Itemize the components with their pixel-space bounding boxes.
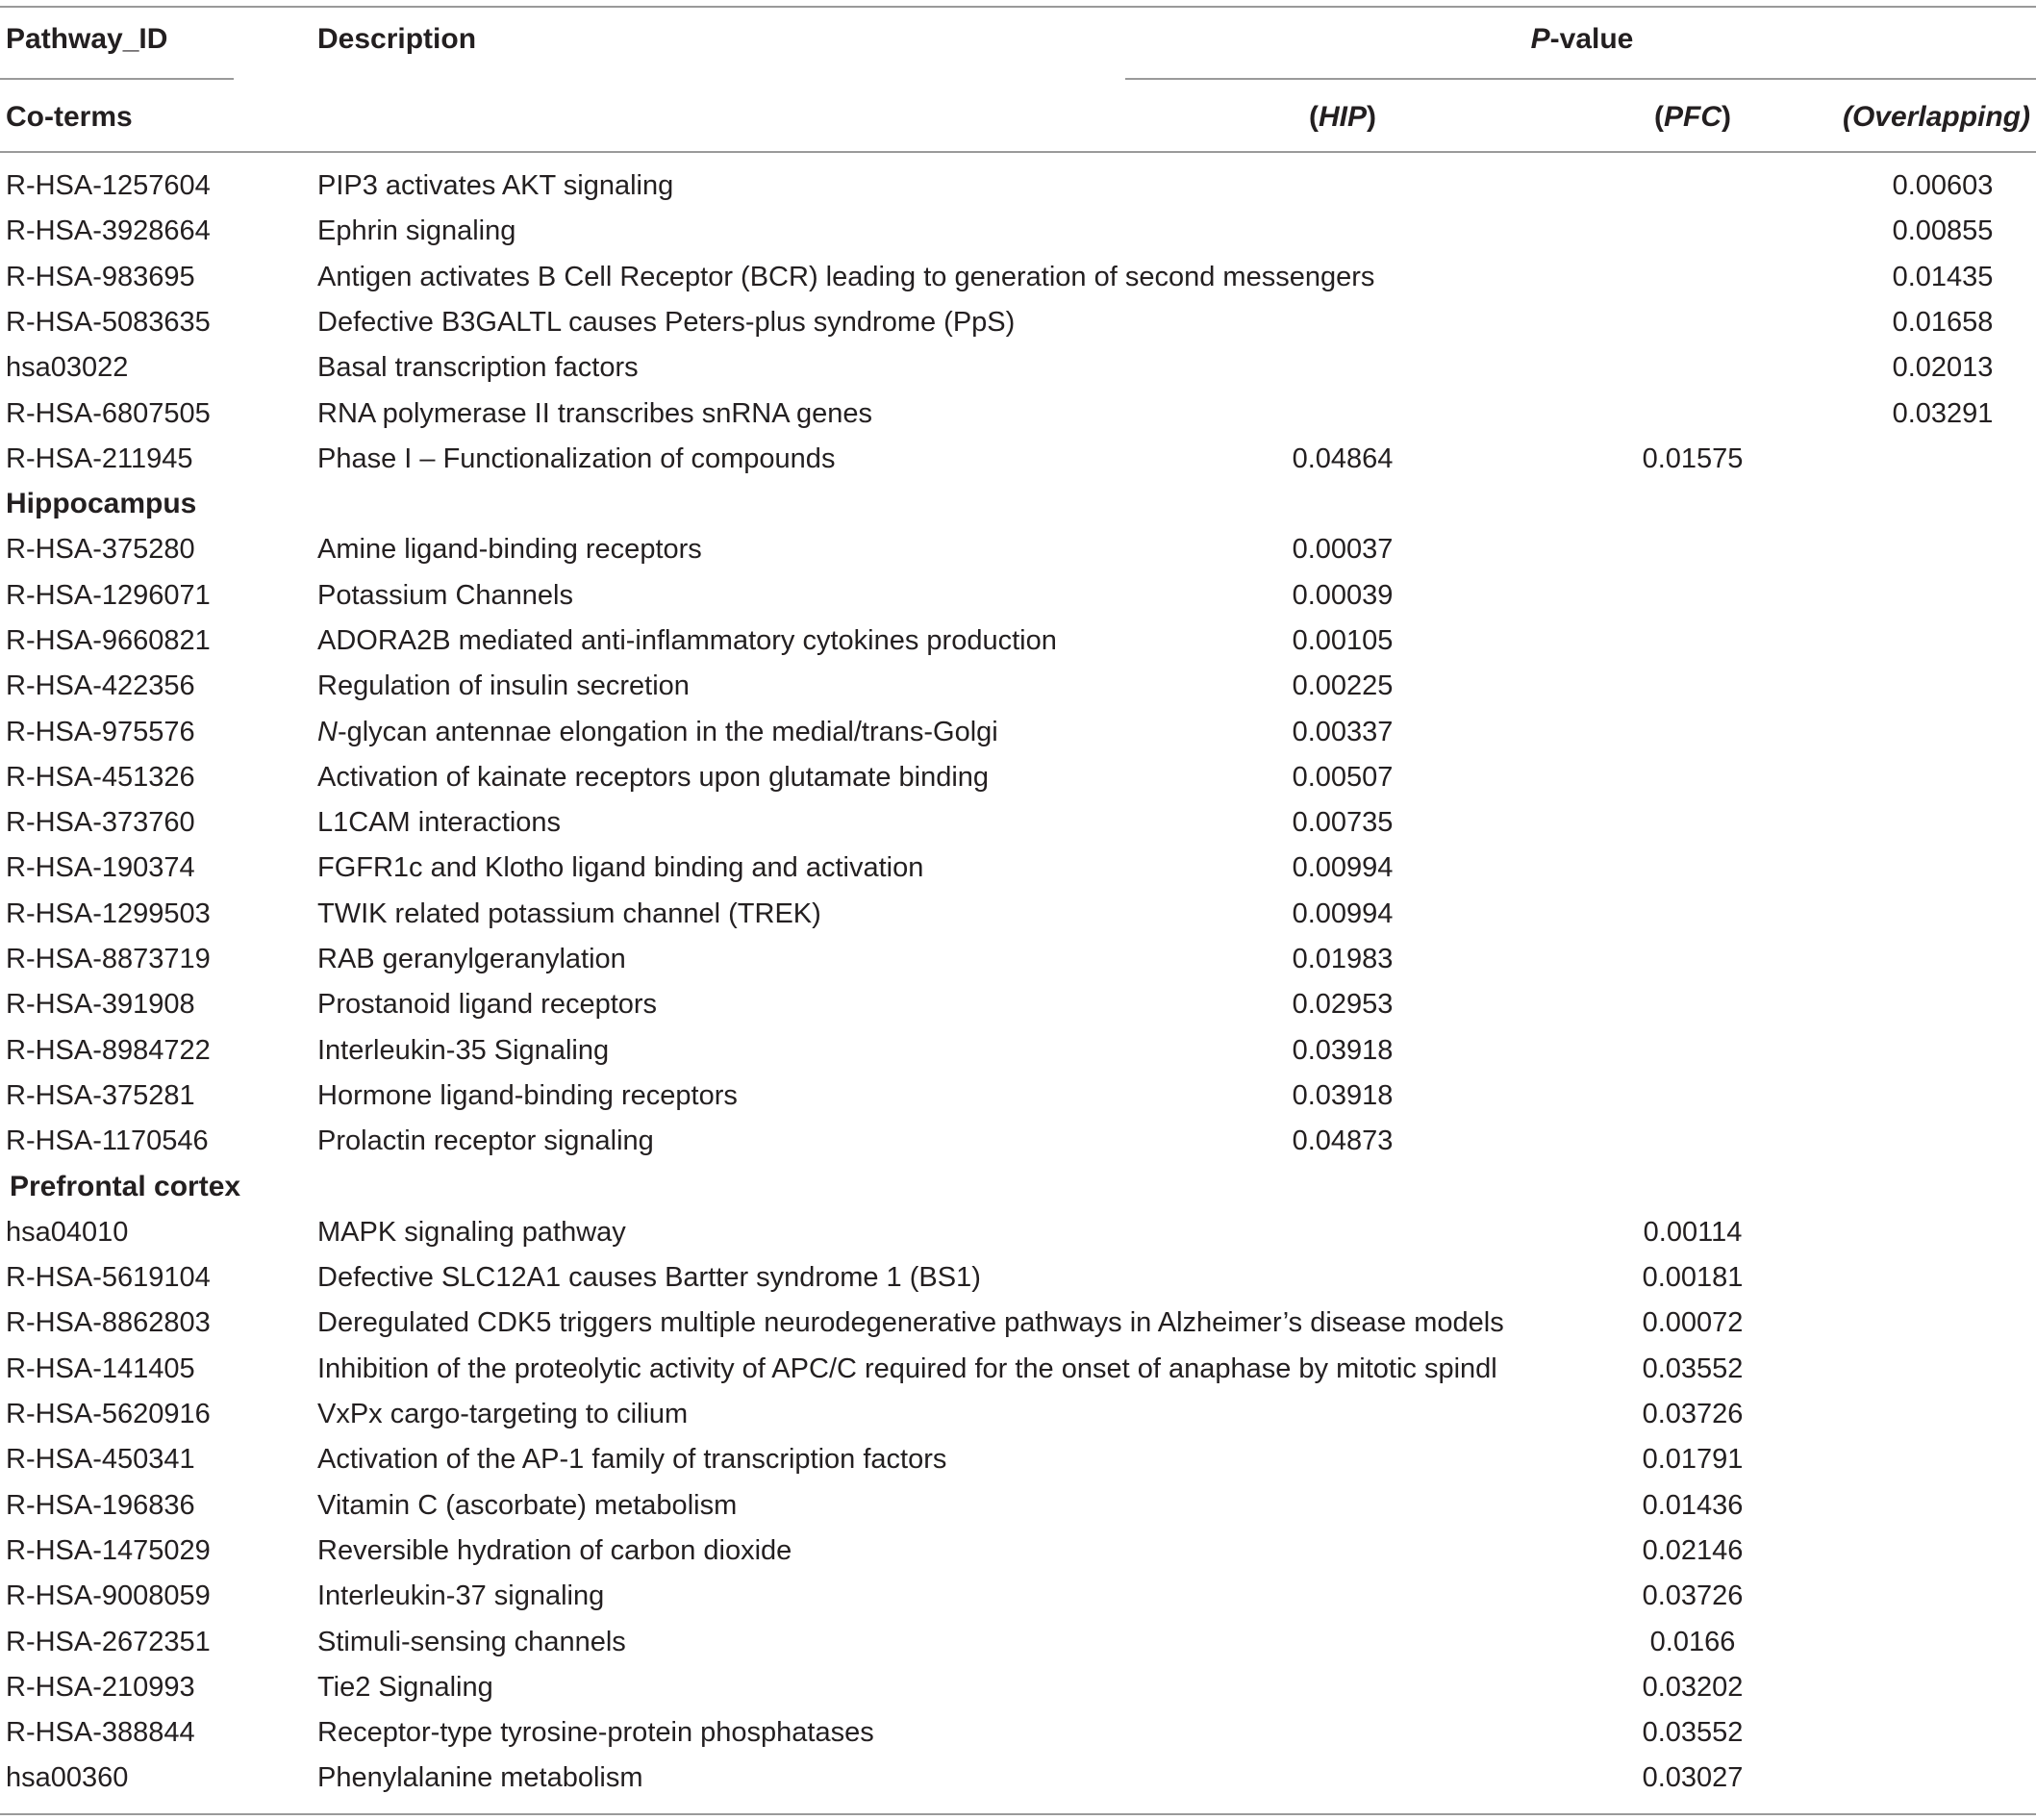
pathway-description: Basal transcription factors — [317, 352, 639, 383]
overlapping-pvalue: 0.00603 — [1892, 170, 1994, 201]
overlapping-pvalue: 0.01435 — [1892, 262, 1994, 292]
pfc-pvalue: 0.0166 — [1649, 1627, 1736, 1657]
pathway-description: Reversible hydration of carbon dioxide — [317, 1535, 792, 1566]
header-pvalue-suffix: -value — [1549, 23, 1634, 55]
pathway-description: Phase I – Functionalization of compounds — [317, 443, 836, 474]
pfc-pvalue: 0.01791 — [1642, 1444, 1744, 1475]
pathway-description — [317, 715, 998, 749]
pathway-id: R-HSA-1170546 — [6, 1125, 209, 1156]
header-pathway-id: Pathway_ID — [6, 23, 168, 55]
pathway-description: TWIK related potassium channel (TREK) — [317, 898, 821, 929]
pathway-description: ADORA2B mediated anti-inflammatory cytokines production — [317, 625, 1057, 656]
pfc-pvalue: 0.01575 — [1642, 443, 1744, 474]
overlapping-pvalue: 0.01658 — [1892, 307, 1994, 338]
pathway-id: R-HSA-8873719 — [6, 944, 211, 974]
pathway-id: R-HSA-975576 — [6, 717, 195, 747]
pfc-pvalue: 0.01436 — [1642, 1490, 1744, 1521]
pathway-id: R-HSA-1296071 — [6, 580, 211, 611]
bottom-rule — [0, 1813, 2036, 1815]
hip-pvalue: 0.00507 — [1292, 762, 1394, 793]
description-italic-prefix: N — [317, 717, 338, 747]
pathway-description: Antigen activates B Cell Receptor (BCR) leading to generation of second messengers — [317, 262, 1375, 292]
pathway-id: R-HSA-983695 — [6, 262, 195, 292]
section-title: Prefrontal cortex — [10, 1170, 241, 1202]
pathway-id: R-HSA-391908 — [6, 989, 195, 1020]
pfc-pvalue: 0.03726 — [1642, 1399, 1744, 1429]
header-coterms: Co-terms — [6, 101, 133, 133]
pathway-description: Regulation of insulin secretion — [317, 670, 690, 701]
hip-pvalue: 0.00337 — [1292, 717, 1394, 747]
pfc-pvalue: 0.02146 — [1642, 1535, 1744, 1566]
pathway-id: R-HSA-6807505 — [6, 398, 211, 429]
pathway-description: Inhibition of the proteolytic activity of APC/C required for the onset of anaphase by mitotic spindl — [317, 1353, 1497, 1384]
pathway-description: FGFR1c and Klotho ligand binding and activation — [317, 852, 924, 883]
pathway-id: R-HSA-3928664 — [6, 215, 211, 246]
pathway-id: R-HSA-1475029 — [6, 1535, 211, 1566]
pfc-pvalue: 0.00114 — [1643, 1217, 1743, 1248]
pathway-id: R-HSA-388844 — [6, 1717, 195, 1748]
section-title: Hippocampus — [6, 488, 197, 520]
pathway-description: Activation of kainate receptors upon glutamate binding — [317, 762, 990, 793]
pathway-description: Hormone ligand-binding receptors — [317, 1080, 738, 1111]
pathway-description: MAPK signaling pathway — [317, 1217, 626, 1248]
pathway-description: Stimuli-sensing channels — [317, 1627, 626, 1657]
pathway-id: R-HSA-5619104 — [6, 1262, 211, 1293]
pfc-pvalue: 0.03552 — [1642, 1717, 1744, 1748]
pathway-id: R-HSA-190374 — [6, 852, 195, 883]
pathway-id: R-HSA-2672351 — [6, 1627, 211, 1657]
pathway-description: Tie2 Signaling — [317, 1672, 493, 1703]
hip-pvalue: 0.00735 — [1292, 807, 1394, 838]
pathway-id: R-HSA-1299503 — [6, 898, 211, 929]
pathway-id: R-HSA-375281 — [6, 1080, 195, 1111]
hip-pvalue: 0.00039 — [1292, 580, 1394, 611]
top-rule — [0, 6, 2036, 8]
pathway-id-underline — [0, 78, 234, 80]
pathway-id: R-HSA-210993 — [6, 1672, 195, 1703]
hip-pvalue: 0.00225 — [1292, 670, 1394, 701]
header-hip-close: ) — [1367, 101, 1376, 133]
pathway-id: R-HSA-8862803 — [6, 1307, 211, 1338]
pathway-id: R-HSA-375280 — [6, 534, 195, 565]
header-pfc-open: ( — [1654, 101, 1664, 133]
hip-pvalue: 0.00037 — [1292, 534, 1394, 565]
pathway-description: L1CAM interactions — [317, 807, 562, 838]
pathway-description: Ephrin signaling — [317, 215, 516, 246]
header-pfc-label: PFC — [1664, 101, 1722, 133]
hip-pvalue: 0.00994 — [1292, 898, 1394, 929]
pathway-description: RNA polymerase II transcribes snRNA genes — [317, 398, 873, 429]
pathway-id: R-HSA-9660821 — [6, 625, 211, 656]
pathway-description: Vitamin C (ascorbate) metabolism — [317, 1490, 738, 1521]
pathway-description: Interleukin-37 signaling — [317, 1580, 605, 1611]
header-hip — [1246, 100, 1439, 135]
pathway-description: Activation of the AP-1 family of transcription factors — [317, 1444, 947, 1475]
hip-pvalue: 0.00994 — [1292, 852, 1394, 883]
pathway-id: R-HSA-211945 — [6, 443, 193, 474]
overlapping-pvalue: 0.02013 — [1892, 352, 1994, 383]
pathway-description: VxPx cargo-targeting to cilium — [317, 1399, 689, 1429]
pathway-description: Receptor-type tyrosine-protein phosphatases — [317, 1717, 874, 1748]
hip-pvalue: 0.03918 — [1292, 1080, 1394, 1111]
pathway-id: hsa03022 — [6, 352, 129, 383]
hip-pvalue: 0.00105 — [1292, 625, 1394, 656]
pathway-id: R-HSA-9008059 — [6, 1580, 211, 1611]
header-hip-open: ( — [1308, 101, 1319, 133]
pathway-description: Deregulated CDK5 triggers multiple neurodegenerative pathways in Alzheimer’s disease models — [317, 1307, 1504, 1338]
pathway-description: Defective SLC12A1 causes Bartter syndrome 1 (BS1) — [317, 1262, 981, 1293]
pathway-description: Defective B3GALTL causes Peters-plus syndrome (PpS) — [317, 307, 1016, 338]
pfc-pvalue: 0.00072 — [1642, 1307, 1744, 1338]
pathway-id: hsa04010 — [6, 1217, 129, 1248]
pathway-id: R-HSA-5083635 — [6, 307, 211, 338]
hip-pvalue: 0.03918 — [1292, 1035, 1394, 1066]
header-pfc — [1596, 100, 1789, 135]
pfc-pvalue: 0.03202 — [1642, 1672, 1744, 1703]
pathway-id: R-HSA-196836 — [6, 1490, 195, 1521]
pfc-pvalue: 0.00181 — [1642, 1262, 1744, 1293]
pathway-description: RAB geranylgeranylation — [317, 944, 626, 974]
header-pvalue — [1481, 22, 1683, 57]
pfc-pvalue: 0.03027 — [1642, 1762, 1744, 1793]
pathway-description: Prostanoid ligand receptors — [317, 989, 658, 1020]
description-text: -glycan antennae elongation in the medial/trans-Golgi — [337, 717, 998, 747]
pathway-description: Phenylalanine metabolism — [317, 1762, 643, 1793]
pfc-pvalue: 0.03552 — [1642, 1353, 1744, 1384]
hip-pvalue: 0.04873 — [1292, 1125, 1394, 1156]
pvalue-underline — [1125, 78, 2036, 80]
pathway-description: Potassium Channels — [317, 580, 573, 611]
pathway-id: hsa00360 — [6, 1762, 129, 1793]
hip-pvalue: 0.04864 — [1292, 443, 1394, 474]
pfc-pvalue: 0.03726 — [1642, 1580, 1744, 1611]
pathway-id: R-HSA-422356 — [6, 670, 195, 701]
pathway-id: R-HSA-451326 — [6, 762, 195, 793]
hip-pvalue: 0.01983 — [1292, 944, 1394, 974]
pathway-description: Interleukin-35 Signaling — [317, 1035, 610, 1066]
pathway-id: R-HSA-141405 — [6, 1353, 195, 1384]
header-pfc-close: ) — [1722, 101, 1731, 133]
pathway-description: Prolactin receptor signaling — [317, 1125, 654, 1156]
header-description: Description — [317, 23, 477, 55]
pathway-id: R-HSA-450341 — [6, 1444, 195, 1475]
pathway-id: R-HSA-373760 — [6, 807, 195, 838]
overlapping-pvalue: 0.03291 — [1892, 398, 1994, 429]
pathway-description: Amine ligand-binding receptors — [317, 534, 702, 565]
header-pvalue-prefix: P — [1530, 23, 1550, 55]
pathway-description: PIP3 activates AKT signaling — [317, 170, 674, 201]
hip-pvalue: 0.02953 — [1292, 989, 1394, 1020]
overlapping-pvalue: 0.00855 — [1892, 215, 1994, 246]
header-hip-label: HIP — [1318, 101, 1367, 133]
header-bottom-rule — [0, 151, 2036, 153]
header-overlapping: (Overlapping) — [1842, 101, 2030, 133]
pathway-id: R-HSA-1257604 — [6, 170, 211, 201]
pathway-id: R-HSA-5620916 — [6, 1399, 211, 1429]
pathway-id: R-HSA-8984722 — [6, 1035, 211, 1066]
